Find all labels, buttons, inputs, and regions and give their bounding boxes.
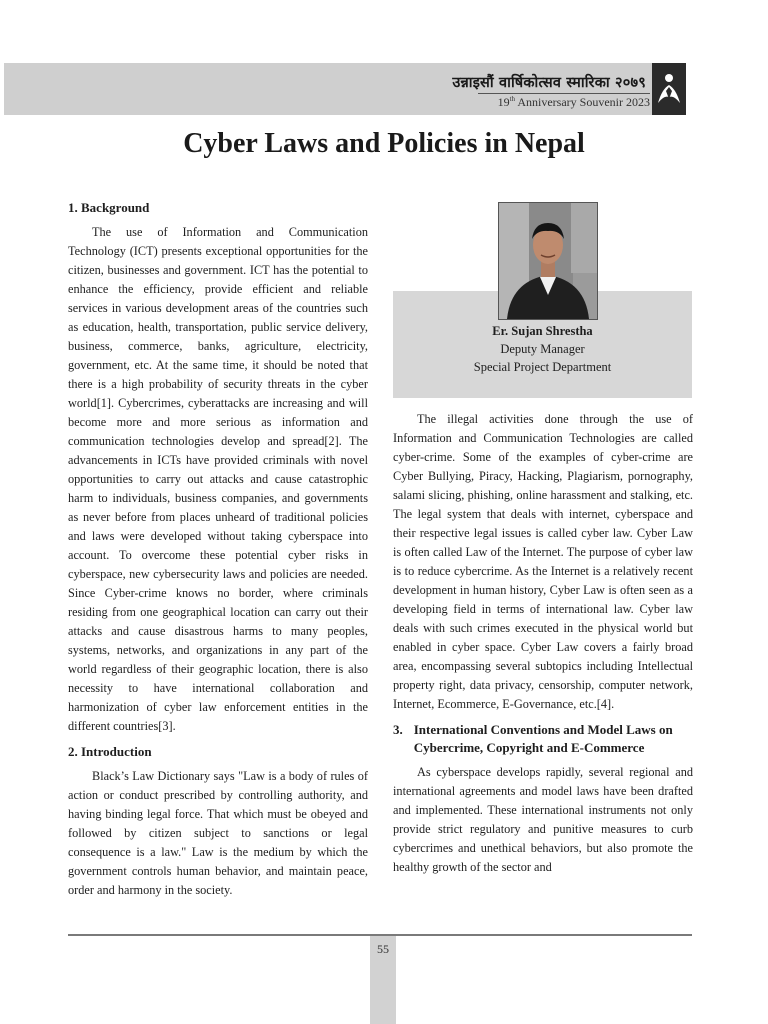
header-divider <box>478 93 650 94</box>
section-title: International Conventions and Model Laws on Cybercrime, Copyright and E-Commerce <box>413 722 673 755</box>
souvenir-edition-number: 19 <box>497 95 510 109</box>
section-number: 3. <box>393 722 403 737</box>
right-column <box>393 410 693 884</box>
souvenir-title-english <box>498 95 650 110</box>
header-logo-block <box>652 63 686 115</box>
page-number: 55 <box>377 942 389 956</box>
author-role: Deputy Manager <box>500 342 585 356</box>
cyber-crime-paragraph: The illegal activities done through the use of Information and Communication Technologies are called cyber-crime. Some of the examples of cyber-crime are Cyber Bullying, Piracy, Hacking, Plagiarism, pornography, salami slicing, phishing, online harassment and stalking, etc. The legal system that deals with internet, cyberspace and their respective legal issues is called cyber law. Cyber Law is often called Law of the Internet. The purpose of cyber law is to reduce cybercrime. As the Internet is a relatively recent development in human history, Cyber Law is often seen as a developing field in terms of international law. Cyber law deals with such crimes executed in the physical world but enabled in cyber space. Cyber Law covers a fairly broad area, encompassing several subtopics including Intellectual property right, data privacy, censorship, computer network, Internet, Ecommerce, E-Governance, etc.[4]. <box>393 412 693 711</box>
author-photo <box>498 202 598 320</box>
organization-logo <box>652 69 686 109</box>
section-heading-conventions <box>393 721 693 757</box>
souvenir-title-text: Anniversary Souvenir 2023 <box>515 95 650 109</box>
author-name: Er. Sujan Shrestha <box>492 324 593 338</box>
introduction-paragraph: Black’s Law Dictionary says "Law is a body of rules of action or conduct prescribed by controlling authority, and having binding legal force. That which must be obeyed and followed by citizen subject to sanctions or legal consequence is a law." Law is the medium by which the government controls human behavior, and maintain peace, order and harmony in the society. <box>68 769 368 897</box>
author-portrait-image <box>499 203 597 319</box>
background-paragraph: The use of Information and Communication Technology (ICT) presents exceptional opportunities for the citizen, businesses and government. ICT has the potential to enhance the efficiency, provide efficient and reliable services in various development areas of the countries such as education, health, transportation, public service delivery, business, commerce, banks, agriculture, electricity, government, etc. At the same time, it should be noted that there is a high probability of security threats in the cyber world[1]. Cybercrimes, cyberattacks are increasing and will become more and more serious as information and communication technologies develop and spread[2]. The advancements in ICTs have provided criminals with novel opportunities to carry out attacks and cause catastrophic harm to individuals, business companies, and governments as never before from places unheard of traditional policies and laws were developed without taking cyberspace into account. To overcome these potential cyber risks in cyberspace, new cybersecurity laws and policies are needed. Since Cyber-crime knows no border, where criminals residing from one geographical location can carry out their attacks and cause disastrous harms to many peoples, systems, networks, and organizations in any part of the world regardless of their geographic location, there is also necessity to have international collaboration and harmonization of cyber law enforcement entities in the different countries[3]. <box>68 225 368 733</box>
left-column <box>68 199 368 907</box>
article-title: Cyber Laws and Policies in Nepal <box>183 128 585 159</box>
author-info <box>393 322 692 376</box>
souvenir-edition-suffix: th <box>509 95 516 103</box>
conventions-paragraph: As cyberspace develops rapidly, several regional and international agreements and model laws have been drafted and implemented. These international instruments not only provide strict regulatory and punitive measures to curb cybercrimes and unethical behaviors, but also promote the healthy growth of the sector and <box>393 765 693 874</box>
souvenir-title-nepali: उन्नाइसौं वार्षिकोत्सव स्मारिका २०७९ <box>452 75 646 91</box>
section-heading-background: 1. Background <box>68 200 150 215</box>
author-department: Special Project Department <box>473 360 612 374</box>
section-heading-introduction: 2. Introduction <box>68 744 152 759</box>
